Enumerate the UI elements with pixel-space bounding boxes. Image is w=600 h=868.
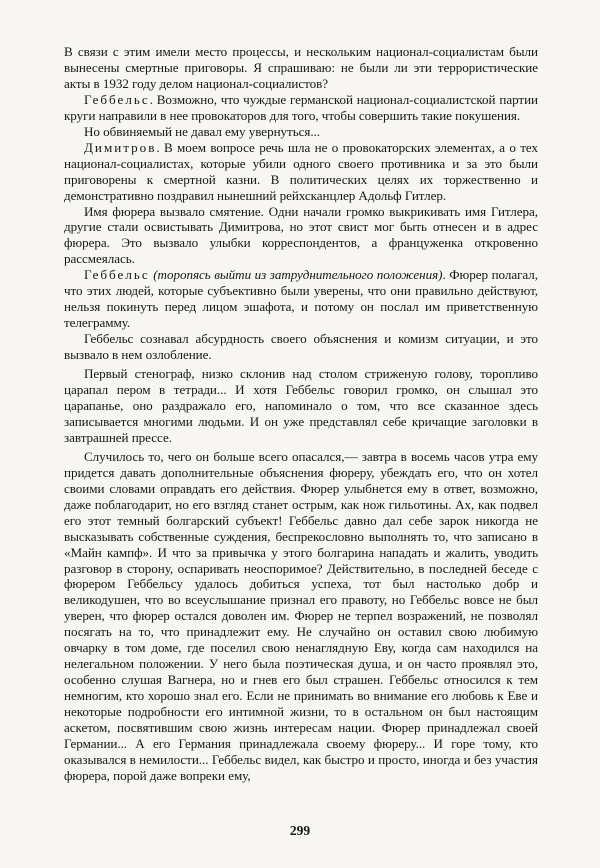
paragraph-7: [64, 331, 538, 363]
paragraph-text: . Возможно, что чуждые германской национал-социалистской партии круги направили в нее провокаторов для того, чтобы совершить такие покушения.: [64, 91, 538, 123]
paragraph-8: [64, 366, 538, 446]
paragraph-text: Но обвиняемый не давал ему увернуться...: [84, 123, 321, 139]
page-number: 299: [289, 823, 311, 838]
paragraph-text: Случилось то, чего он больше всего опасался,— завтра в восемь часов утра ему придется давать дополнительные объяснения фюреру, убеждать его, что он хотел своими словами оправдать его действия. Фюрер улыбнется ему в ответ, возможно, даже поблагодарит, но его взгляд станет острым, как нож гильотины. Ах, как подвел его этот темный болгарский субъект! Геббельс давно дал себе зарок никогда не высказывать собственные суждения, беспрекословно выполнять то, что записано в «Майн кампф». И что за привычка у этого болгарина нападать и жалить, уводить разговор в сторону, оспаривать неоспоримое? Действительно, в последней беседе с фюрером Геббельсу удалось добиться успеха, тот был настолько добр и великодушен, что во всеуслышание признал его правоту, но Геббельс вовсе не был уверен, что фюрер остался доволен им. Фюрер не терпел возражений, не позволял посягать на то, что принадлежит ему. Не случайно он оставил свою любимую овчарку в том доме, где поселил свою ненаглядную Еву, когда сам находился на нелегальном положении. У него была поэтическая душа, и он часто проявлял это, особенно слушая Вагнера, но и гнев его был страшен. Геббельс относился к тем немногим, кто хорошо знал его. Если не принимать во внимание его любовь к Еве и некоторые подробности его интимной жизни, то в остальном он был настоящим аскетом, посвятившим свою жизнь интересам нации. Фюрер принадлежал своей Германии... А его Германия принадлежала своему фюреру... И горе тому, кто оказывался в немилости... Геббельс видел, как быстро и просто, иногда и без участия фюрера, порой даже вопреки ему,: [64, 448, 538, 783]
paragraph-text: Геббельс сознавал абсурдность своего объяснения и комизм ситуации, и это вызвало в нем озлобление.: [64, 331, 538, 363]
paragraph-1: [64, 44, 538, 92]
speaker-name: Геббельс: [84, 91, 150, 107]
paragraph-text: . В моем вопросе речь шла не о провокаторских элементах, а о тех национал-социалистах, которые убили одного своего противника и за это были приговорены к смертной казни. В политических целях их торжественно и демонстративно поздравил нынешний рейхсканцлер Адольф Гитлер.: [64, 139, 538, 203]
speaker-name: Димитров: [84, 139, 157, 155]
speaker-name: Геббельс: [84, 267, 150, 283]
paragraph-text: Имя фюрера вызвало смятение. Одни начали громко выкрикивать имя Гитлера, другие стали освистывать Димитрова, но этот свист мог быть отнесен и в адрес фюрера. Это вызвало улыбки корреспондентов, а француженка откровенно рассмеялась.: [64, 203, 538, 267]
stage-direction: (торопясь выйти из затруднительного положения): [153, 267, 443, 283]
paragraph-9: [64, 449, 538, 784]
paragraph-2: [64, 92, 538, 124]
paragraph-5: [64, 204, 538, 268]
paragraph-6: [64, 267, 538, 331]
paragraph-text: Первый стенограф, низко склонив над столом стриженую голову, торопливо царапал пером в тетради... И хотя Геббельс говорил громко, он слышал это царапанье, оно раздражало его, напоминало о том, что все сказанное здесь записывается многими людьми. И он уже представлял себе кричащие заголовки в завтрашней прессе.: [64, 366, 538, 445]
page-text: [64, 44, 538, 784]
paragraph-text: . Фюрер полагал, что этих людей, которые субъективно были уверены, что они правильно действуют, нельзя покинуть перед лицом эшафота, и потому он послал им приветственную телеграмму.: [64, 267, 539, 331]
paragraph-4: [64, 140, 538, 204]
paragraph-3: [64, 124, 538, 140]
paragraph-text: В связи с этим имели место процессы, и нескольким национал-социалистам были вынесены смертные приговоры. Я спрашиваю: не были ли эти террористические акты в 1932 году делом национал-социалистов?: [64, 44, 538, 91]
